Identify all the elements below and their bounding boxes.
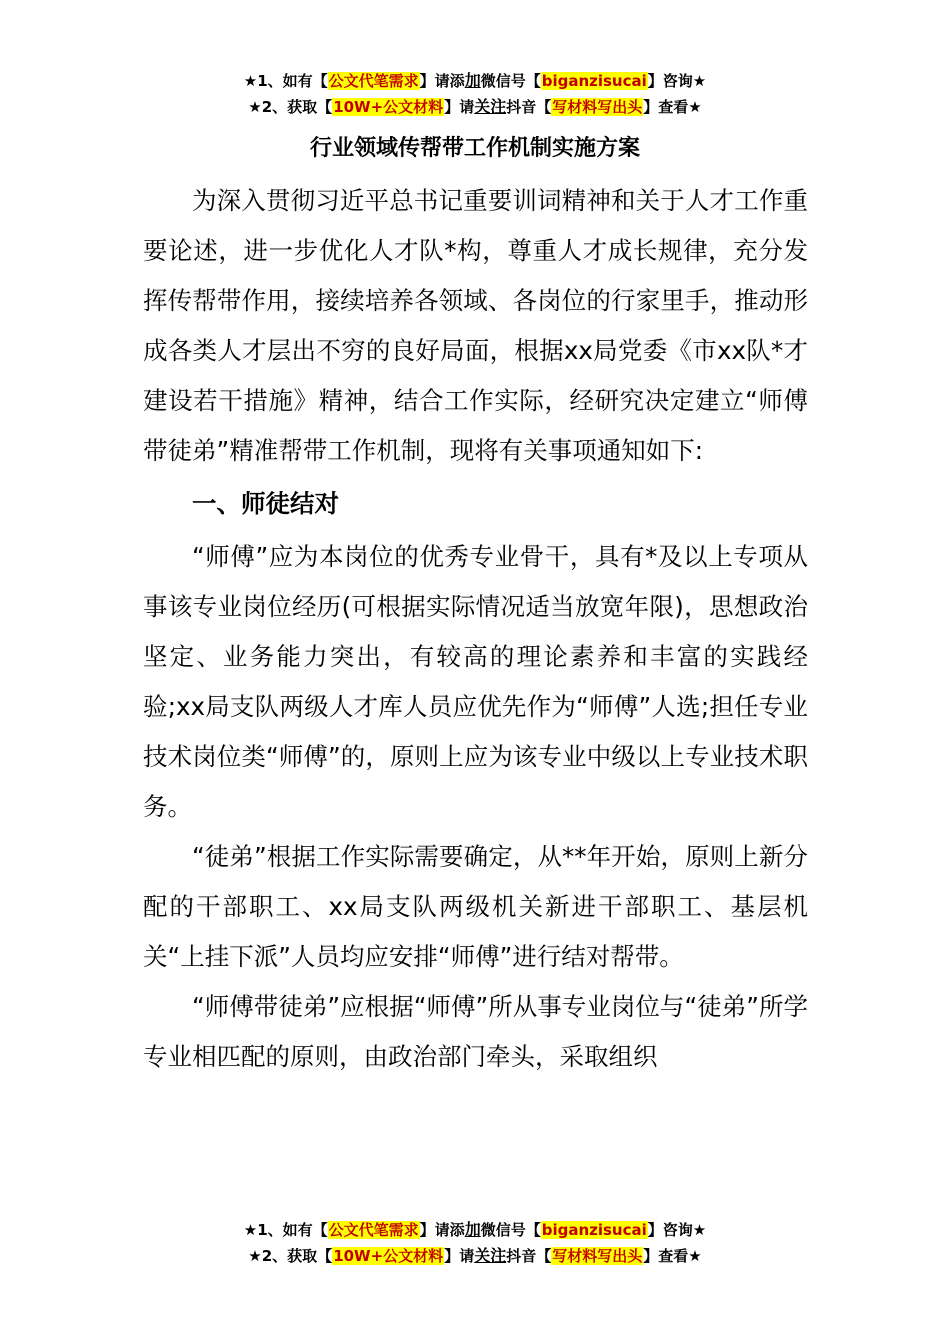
paragraph-apprentice-requirements: “徒弟”根据工作实际需要确定，从**年开始，原则上新分配的干部职工、xx局支队两级机关新进干部职工、基层机关“上挂下派”人员均应安排“师傅”进行结对帮带。: [143, 842, 808, 971]
banner-line-2: [0, 94, 950, 120]
banner-text: 】咨询★: [647, 1221, 707, 1239]
banner-text: ★1、如有【: [243, 1221, 328, 1239]
paragraph-pairing-principle: “师傅带徒弟”应根据“师傅”所从事专业岗位与“徒弟”所学专业相匹配的原则，由政治部门牵头，采取组织: [143, 992, 808, 1071]
banner-text: 微信号【: [480, 1221, 541, 1239]
banner-underlined: 关注: [474, 97, 507, 116]
banner-line-1: [0, 68, 950, 94]
banner-text: 抖音【: [506, 1247, 552, 1265]
banner-text: 】请添: [419, 1221, 465, 1239]
banner-highlight: 公文代笔需求: [328, 72, 419, 90]
banner-text: 微信号【: [480, 72, 541, 90]
banner-line-2: [0, 1243, 950, 1269]
banner-text: 抖音【: [506, 98, 552, 116]
banner-text: ★2、获取【: [248, 1247, 333, 1265]
banner-highlight: 10W+公文材料: [333, 98, 444, 116]
banner-text: 】咨询★: [647, 72, 707, 90]
banner-text: 】查看★: [643, 1247, 702, 1265]
banner-text: 】请: [444, 98, 475, 116]
banner-highlight: 10W+公文材料: [333, 1247, 444, 1265]
banner-text: 】请: [444, 1247, 475, 1265]
banner-highlight: 公文代笔需求: [328, 1221, 419, 1239]
banner-wechat-id: biganzisucai: [541, 1221, 647, 1239]
header-banner: [0, 68, 950, 120]
banner-text: 】请添: [419, 72, 465, 90]
banner-wechat-id: biganzisucai: [541, 72, 647, 90]
banner-line-1: [0, 1217, 950, 1243]
banner-text: 】查看★: [643, 98, 702, 116]
banner-underlined: 加: [464, 71, 481, 90]
document-body: [143, 176, 808, 1082]
intro-paragraph: 为深入贯彻习近平总书记重要训词精神和关于人才工作重要论述，进一步优化人才队*构，尊重人才成长规律，充分发挥传帮带作用，接续培养各领域、各岗位的行家里手，推动形成各类人才层出不穷的良好局面，根据xx局党委《市xx队*才建设若干措施》精神，结合工作实际，经研究决定建立“师傅带徒弟”精准帮带工作机制，现将有关事项通知如下:: [143, 186, 808, 465]
banner-douyin-id: 写材料写出头: [552, 98, 643, 116]
paragraph-master-requirements: “师傅”应为本岗位的优秀专业骨干，具有*及以上专项从事该专业岗位经历(可根据实际情况适当放宽年限)，思想政治坚定、业务能力突出，有较高的理论素养和丰富的实践经验;xx局支队两级人才库人员应优先作为“师傅”人选;担任专业技术岗位类“师傅”的，原则上应为该专业中级以上专业技术职务。: [143, 542, 808, 821]
section-heading: 一、师徒结对: [192, 489, 339, 518]
banner-text: ★1、如有【: [243, 72, 328, 90]
banner-underlined: 关注: [474, 1246, 507, 1265]
banner-underlined: 加: [464, 1220, 481, 1239]
footer-banner: [0, 1217, 950, 1269]
document-title: 行业领域传帮带工作机制实施方案: [309, 136, 640, 161]
banner-douyin-id: 写材料写出头: [552, 1247, 643, 1265]
banner-text: ★2、获取【: [248, 98, 333, 116]
